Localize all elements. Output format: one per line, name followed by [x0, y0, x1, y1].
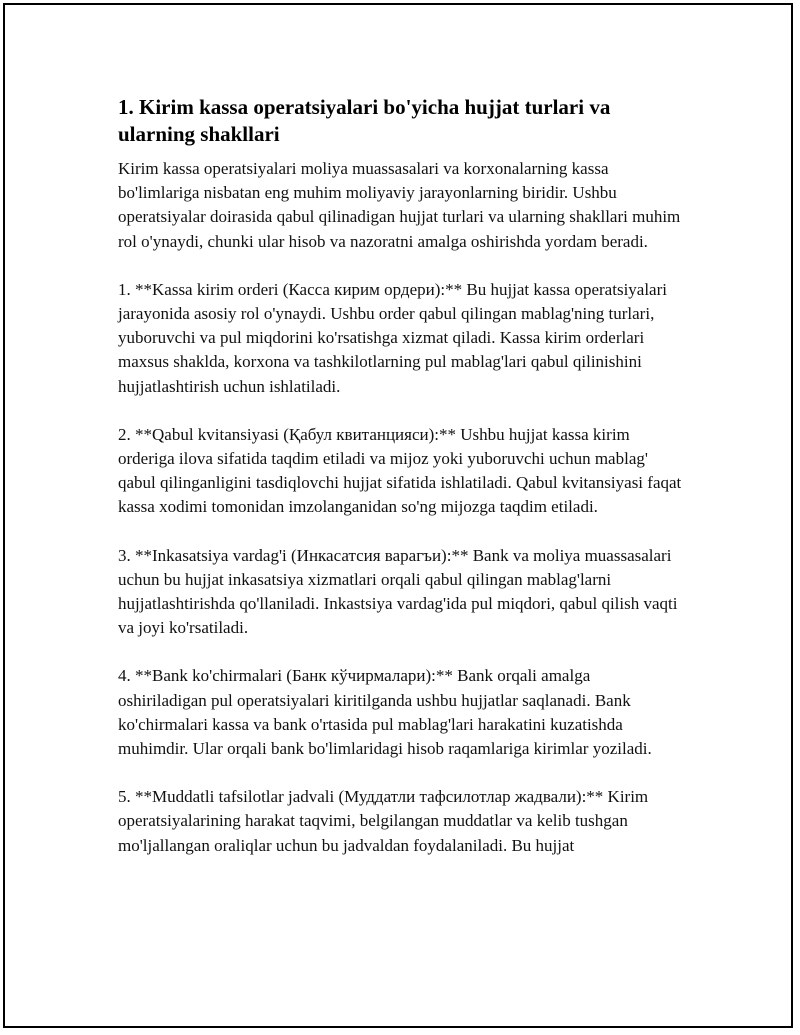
paragraph-muddatli-tafsilotlar: 5. **Muddatli tafsilotlar jadvali (Муддатли тафсилотлар жадвали):** Kirim operatsiyalarining harakat taqvimi, belgilangan muddatlar va kelib tushgan mo'ljallangan oraliqlar uchun bu jadvaldan foydalaniladi. Bu hujjat — [118, 787, 649, 855]
document-title: 1. Kirim kassa operatsiyalari bo'yicha hujjat turlari va ularning shakllari — [118, 95, 611, 146]
paragraph-inkasatsiya-vardagi: 3. **Inkasatsiya vardag'i (Инкасатсия варагъи):** Bank va moliya muassasalari uchun bu hujjat inkasatsiya xizmatlari orqali qabul qilingan mablag'larni hujjatlashtirishda qo'llaniladi. Inkastsiya vardag'ida pul miqdori, qabul qilish vaqti va joyi ko'rsatiladi. — [118, 545, 678, 638]
paragraph-bank-kochirmalari: 4. **Bank ko'chirmalari (Банк кўчирмалари):** Bank orqali amalga oshiriladigan pul operatsiyalari kiritilganda ushbu hujjatlar saqlanadi. Bank ko'chirmalari kassa va bank o'rtasida pul mablag'lari harakatini kuzatishda muhimdir. Ular orqali bank bo'limlaridagi hisob raqamlariga kirimlar yoziladi. — [118, 666, 652, 759]
paragraph-qabul-kvitansiyasi: 2. **Qabul kvitansiyasi (Қабул квитанцияси):** Ushbu hujjat kassa kirim orderiga ilova sifatida taqdim etiladi va mijoz yoki yuboruvchi uchun mablag' qabul qilinganligini tasdiqlovchi hujjat sifatida ishlatiladi. Qabul kvitansiyasi faqat kassa xodimi tomonidan imzolanganidan so'ng mijozga taqdim etiladi. — [118, 424, 682, 517]
paragraph-list — [118, 157, 682, 858]
intro-paragraph: Kirim kassa operatsiyalari moliya muassasalari va korxonalarning kassa bo'limlariga nisbatan eng muhim moliyaviy jarayonlarning biridir. Ushbu operatsiyalar doirasida qabul qilinadigan hujjat turlari va ularning shakllari muhim rol o'ynaydi, chunki ular hisob va nazoratni amalga oshirishda yordam beradi. — [118, 159, 681, 251]
paragraph-kassa-kirim-orderi: 1. **Kassa kirim orderi (Касса кирим ордери):** Bu hujjat kassa operatsiyalari jarayonida asosiy rol o'ynaydi. Ushbu order qabul qilingan mablag'ning turlari, yuboruvchi va pul miqdorini ko'rsatishga xizmat qiladi. Kassa kirim orderlari maxsus shaklda, korxona va tashkilotlarning pul mablag'lari qabul qilinishini hujjatlashtirish uchun ishlatiladi. — [118, 279, 667, 396]
document-body — [118, 94, 682, 882]
